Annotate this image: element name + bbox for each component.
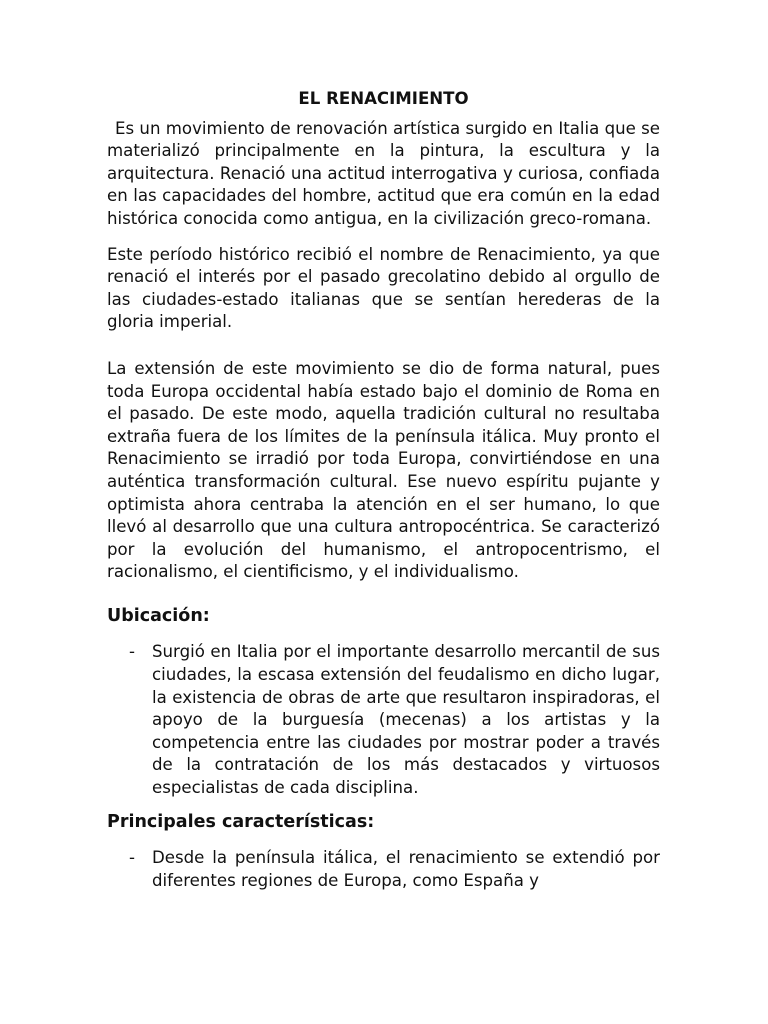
dash-bullet: - bbox=[129, 848, 135, 868]
section-heading-ubicacion: Ubicación: bbox=[107, 605, 210, 626]
section-heading-caracteristicas: Principales características: bbox=[107, 811, 375, 832]
paragraph-name-origin: Este período histórico recibió el nombre de Renacimiento, ya que renació el interés por el pasado grecolatino debido al orgullo de las ciudades-estado italianas que se sentían herederas de la gloria imperial. bbox=[107, 244, 660, 332]
ubicacion-list bbox=[107, 641, 660, 799]
caracteristicas-list bbox=[107, 847, 660, 892]
list-item-text: Desde la península itálica, el renacimiento se extendió por diferentes regiones de Europa, como España y bbox=[152, 848, 660, 890]
dash-bullet: - bbox=[129, 642, 135, 662]
list-item bbox=[107, 847, 660, 892]
list-item bbox=[107, 641, 660, 799]
paragraph-intro: Es un movimiento de renovación artística surgido en Italia que se materializó principalmente en la pintura, la escultura y la arquitectura. Renació una actitud interrogativa y curiosa, confiada en las capacidades del hombre, actitud que era común en la edad histórica conocida como antigua, en la civilización greco-romana. bbox=[107, 118, 660, 228]
document-title: EL RENACIMIENTO bbox=[298, 89, 469, 108]
list-item-text: Surgió en Italia por el importante desarrollo mercantil de sus ciudades, la escasa extensión del feudalismo en dicho lugar, la existencia de obras de arte que resultaron inspiradoras, el apoyo de la burguesía (mecenas) a los artistas y la competencia entre las ciudades por mostrar poder a través de la contratación de los más destacados y virtuosos especialistas de cada disciplina. bbox=[152, 642, 660, 798]
paragraph-extension: La extensión de este movimiento se dio de forma natural, pues toda Europa occidental había estado bajo el dominio de Roma en el pasado. De este modo, aquella tradición cultural no resultaba extraña fuera de los límites de la península itálica. Muy pronto el Renacimiento se irradió por toda Europa, convirtiéndose en una auténtica transformación cultural. Ese nuevo espíritu pujante y optimista ahora centraba la atención en el ser humano, lo que llevó al desarrollo que una cultura antropocéntrica. Se caracterizó por la evolución del humanismo, el antropocentrismo, el racionalismo, el cientificismo, y el individualismo. bbox=[107, 358, 660, 582]
document-page bbox=[107, 88, 660, 892]
